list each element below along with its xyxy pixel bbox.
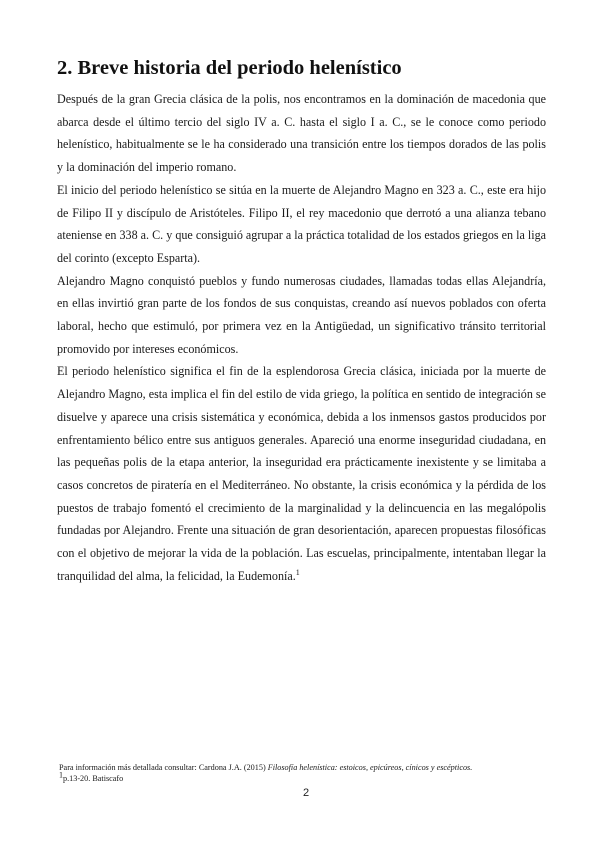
footnote-text-after: p.13-20. Batiscafo [63, 773, 124, 783]
footnote-text-before: Para información más detallada consultar: Cardona J.A. (2015) [59, 763, 268, 772]
footnote-reference[interactable]: 1 [295, 567, 300, 577]
paragraph-4-text: El periodo helenístico significa el fin de la esplendorosa Grecia clásica, iniciada por la muerte de Alejandro Magno, esta implica el fin del estilo de vida griego, la política en sentido de integración se disuelve y aparece una crisis sistemática y económica, debida a los inmensos gastos producidos por enfrentamiento bélico entre sus antiguos generales. Apareció una enorme inseguridad ciudadana, en las pequeñas polis de la etapa anterior, la inseguridad era prácticamente inexistente y se limitaba a casos concretos de piratería en el Mediterráneo. No obstante, la crisis económica y la pérdida de los puestos de trabajo fomentó el crecimiento de la marginalidad y la delincuencia en las megalópolis fundadas por Alejandro. Frente una situación de gran desorientación, aparecen propuestas filosóficas con el objetivo de mejorar la vida de la población. Las escuelas, principalmente, intentaban llegar la tranquilidad del alma, la felicidad, la Eudemonía. [57, 364, 546, 583]
footnote-book-title: Filosofía helenística: estoicos, epicúreos, cínicos y escépticos. [267, 763, 473, 772]
footnote-line-1 [59, 763, 539, 774]
section-heading: 2. Breve historia del periodo helenístico [57, 57, 402, 79]
section-body [57, 88, 546, 587]
paragraph-2: El inicio del periodo helenístico se sitúa en la muerte de Alejandro Magno en 323 a. C., este era hijo de Filipo II y discípulo de Aristóteles. Filipo II, el rey macedonio que derrotó a una alianza tebano ateniense en 338 a. C. y que consiguió agrupar a la práctica totalidad de los estados griegos en la liga del corinto (excepto Esparta). [57, 182, 546, 265]
footnote [59, 763, 539, 784]
footnote-marker: 1 [59, 769, 63, 779]
paragraph-4 [57, 360, 546, 587]
paragraph-3: Alejandro Magno conquistó pueblos y fundo numerosas ciudades, llamadas todas ellas Alejandría, en ellas invirtió gran parte de los fondos de sus conquistas, creando así nuevos poblados con oferta laboral, hecho que estimuló, por primera vez en la Antigüedad, un significativo tránsito territorial promovido por intereses económicos. [57, 273, 546, 356]
paragraph-1: Después de la gran Grecia clásica de la polis, nos encontramos en la dominación de macedonia que abarca desde el último tercio del siglo IV a. C. hasta el siglo I a. C., se le conoce como periodo helenístico, habitualmente se le ha considerado una transición entre los tiempos dorados de las polis y la dominación del imperio romano. [57, 92, 546, 175]
footnote-line-2 [59, 769, 539, 785]
page-number: 2 [302, 787, 310, 799]
